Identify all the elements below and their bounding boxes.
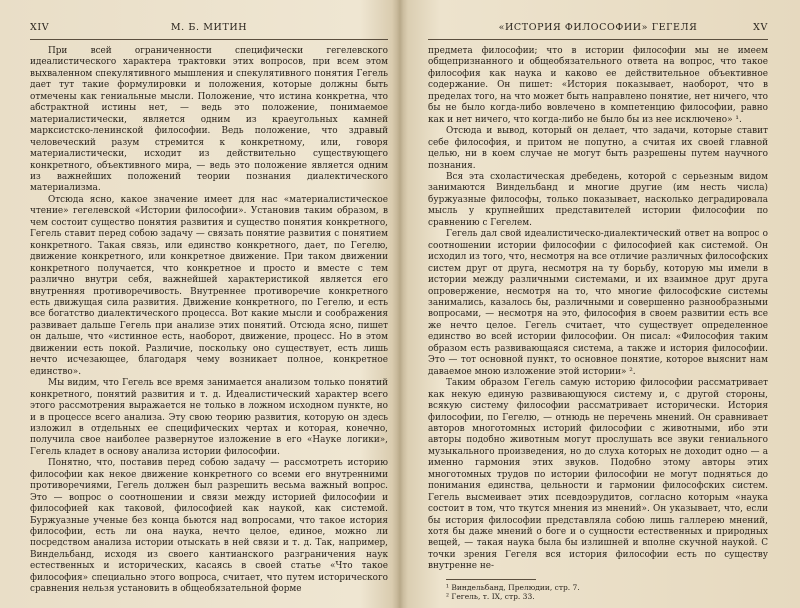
right-body-text (428, 46, 768, 573)
footnotes (428, 583, 768, 602)
paragraph: Понятно, что, поставив перед собою задачу — рассмотреть историю философии как некое движение конкретного со всеми его внутренними противоречиями, Гегель должен был разрешить весьма важный вопрос. Это — вопрос о соотношении и связи между историей философии и философией как таковой, философией как наукой, как системой. Буржуазные ученые без конца бьются над вопросами, что такое история философии, есть ли она наука, нечто целое, единое, можно ли посредством анализа истории отыскать в ней связи и т. д. Так, например, Виндельбанд, исходя из своего кантианского разграничения наук естественных и исторических, касаясь в своей статье «Что такое философия» специально этого вопроса, считает, что путем исторического сравнения нельзя установить в общеобязательной форме (30, 458, 388, 595)
paragraph: Гегель дал свой идеалистическо-диалектический ответ на вопрос о соотношении истории философии с философией как системой. Он исходил из того, что, несмотря на все отличие различных философских систем друг от друга, несмотря на ту борьбу, которую мы имели в истории между различными системами, и их взаимное друг друга опровержение, несмотря на то, что многие философские системы занимались, казалось бы, различными и совершенно разнообразными вопросами, — несмотря на это, философия в своем развитии есть все же нечто целое. Гегель считает, что существует определенное единство во всей истории философии. Он писал: «Философия таким образом есть развивающаяся система, а также и история философии. Это — тот основной пункт, то основное понятие, которое выяснит нам даваемое мною изложение этой истории» ². (428, 229, 769, 377)
right-page-number: XV (753, 22, 768, 33)
left-page-number: XIV (30, 22, 50, 33)
footnote: ¹ Виндельбанд, Прелюдии, стр. 7. (446, 582, 580, 592)
paragraph: Мы видим, что Гегель все время занимается анализом только понятий конкретного, понятий развития и т. д. Идеалистический характер всего этого рассмотрения выражается не только в ложном исходном пункте, но и в процессе всего анализа. Эту свою теорию развития, которую он здесь изложил в отдельных ее специфических чертах и которая, конечно, получила свое наиболее развернутое изложение в его «Науке логики», Гегель кладет в основу анализа истории философии. (30, 378, 388, 457)
paragraph: Вся эта схоластическая дребедень, которой с серьезным видом занимаются Виндельбанд и многие другие (им несть числа) буржуазные философы, только показывает, насколько деградировала мысль у крупнейших представителей истории философии по сравнению с Гегелем. (428, 171, 768, 228)
paragraph: Отсюда ясно, какое значение имеет для нас «материалистическое чтение» гегелевской «Истории философии». Установив таким образом, в чем состоит существо понятия развития и существо понятия конкретного, Гегель ставит перед собою задачу — связать понятие развития с понятием конкретного. Такая связь, или единство конкретного, дает, по Гегелю, движение конкретного, или конкретное движение. При таком движении конкретного получается, что конкретное и просто и вместе с тем различно внутри себя, важнейшей характеристикой является его внутренняя противоречивость. Внутреннее противоречие конкретного есть движущая сила развития. Движение конкретного, по Гегелю, и есть все богатство диалектического процесса. Вот какие мысли и соображения развивает дальше Гегель при анализе этих понятий. Отсюда ясно, пишет он дальше, что «истинное есть, наоборот, движение, процесс. Но в этом движении есть покой. Различие, поскольку оно существует, есть лишь нечто исчезающее, благодаря чему возникает полное, конкретное единство». (30, 194, 388, 377)
right-header-rule (428, 39, 768, 40)
paragraph: При всей ограниченности специфически гегелевского идеалистического характера трактовки этих вопросов, при всем этом выхваленном спекулятивного мышления и спекулятивного понятия Гегель дает тут такие формулировки и положения, которые должны быть отмечены как гениальные мысли. Положение, что истина конкретна, что абстрактной истины нет, — ведь это положение, понимаемое материалистически, является одним из краеугольных камней марксистско-ленинской философии. Ведь положение, что здравый человеческий разум стремится к конкретному, или, говоря материалистически, исходит из действительно существующего конкретного, объективного мира, — ведь это положение является одним из важнейших положений теории познания диалектического материализма. (30, 46, 388, 194)
left-running-head (30, 22, 388, 36)
paragraph: предмета философии; что в истории философии мы не имеем общепризнанного и общеобязательного ответа на вопрос, что такое философия как наука и каково ее действительное объективное содержание. Он пишет: «История показывает, наоборот, что в пределах того, на что может быть направлено понятие, нет ничего, что бы не было когда-либо вовлечено в компетенцию философии, равно как и нет ничего, что когда-либо не было бы из нее исключено» ¹. (428, 46, 768, 125)
paragraph: Таким образом Гегель самую историю философии рассматривает как некую единую развивающуюся систему и, с другой стороны, всякую систему философии рассматривает исторически. История философии, по Гегелю, — отнюдь не перечень мнений. Он сравнивает авторов многотомных историй философии с животными, ибо эти авторы подобно животным могут прослушать все звуки гениального музыкального произведения, но до слуха которых не доходит одно — а именно гармония этих звуков. Подобно этому авторы этих многотомных трудов по истории философии не могут подняться до понимания единства, цельности и гармонии философских систем. Гегель высмеивает этих псевдоэрудитов, согласно которым «наука состоит в том, что ткутся мнения из мнений». Он указывает, что, если бы история философии представляла собою лишь галлерею мнений, хотя бы даже мнений о боге и о сущности естественных и природных вещей, — такая наука была бы излишней и вполне скучной наукой. С точки зрения Гегеля вся история философии есть по существу внутренне не- (428, 378, 768, 572)
footnote: ² Гегель, т. IX, стр. 33. (446, 592, 535, 602)
left-header-rule (30, 39, 388, 40)
right-page (400, 0, 800, 608)
footnote-rule (446, 579, 536, 580)
right-running-title: «ИСТОРИЯ ФИЛОСОФИИ» ГЕГЕЛЯ (498, 22, 698, 33)
left-running-title: М. Б. МИТИН (170, 22, 248, 33)
right-running-head (428, 22, 768, 36)
left-body-text (30, 46, 388, 596)
paragraph: Отсюда и вывод, который он делает, что задачи, которые ставит себе философия, и притом не попутно, а считая их своей главной целью, ни в коем случае не могут быть разрешены путем научного познания. (428, 126, 768, 171)
